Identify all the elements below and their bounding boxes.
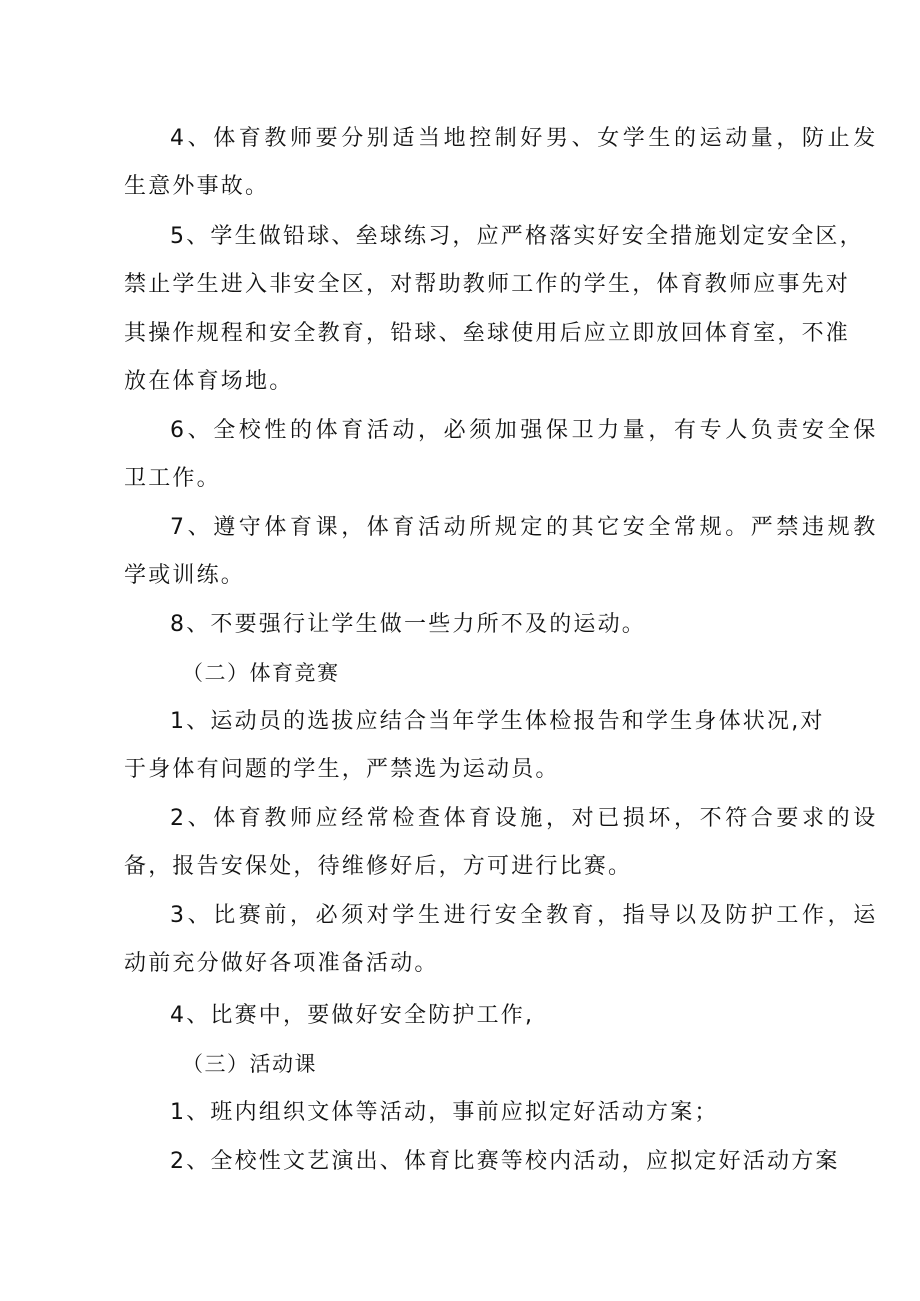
competition-paragraph-2-line-1: 2、体育教师应经常检查体育设施，对已损坏，不符合要求的设 [170,806,879,831]
competition-paragraph-2-line-2: 备，报告安保处，待维修好后，方可进行比赛。 [124,854,633,879]
paragraph-4-line-1: 4、体育教师要分别适当地控制好男、女学生的运动量，防止发 [170,126,879,151]
competition-paragraph-3-line-2: 动前充分做好各项准备活动。 [124,951,439,976]
paragraph-5-line-2: 禁止学生进入非安全区，对帮助教师工作的学生，体育教师应事先对 [124,272,851,297]
paragraph-6-line-1: 6、全校性的体育活动，必须加强保卫力量，有专人负责安全保 [170,418,879,443]
competition-paragraph-1-line-2: 于身体有问题的学生，严禁选为运动员。 [124,757,560,782]
paragraph-6-line-2: 卫工作。 [124,466,221,491]
paragraph-7-line-2: 学或训练。 [124,563,246,588]
activity-paragraph-2-line-1: 2、全校性文艺演出、体育比赛等校内活动，应拟定好活动方案 [170,1149,840,1174]
paragraph-5-line-1: 5、学生做铅球、垒球练习，应严格落实好安全措施划定安全区， [170,224,864,249]
paragraph-5-line-4: 放在体育场地。 [124,369,294,394]
activity-paragraph-1-line-1: 1、班内组织文体等活动，事前应拟定好活动方案； [170,1100,719,1125]
competition-paragraph-3-line-1: 3、比赛前，必须对学生进行安全教育，指导以及防护工作，运 [170,903,879,928]
paragraph-7-line-1: 7、遵守体育课，体育活动所规定的其它安全常规。严禁违规教 [170,515,879,540]
competition-paragraph-4-line-1: 4、比赛中，要做好安全防护工作, [170,1003,535,1028]
paragraph-5-line-3: 其操作规程和安全教育，铅球、垒球使用后应立即放回体育室，不准 [124,321,851,346]
section-heading-competition: （二）体育竞赛 [182,661,340,685]
section-heading-activity-class: （三）活动课 [182,1052,317,1076]
competition-paragraph-1-line-1: 1、运动员的选拔应结合当年学生体检报告和学生身体状况,对 [170,709,825,734]
paragraph-4-line-2: 生意外事故。 [124,174,270,199]
paragraph-8-line-1: 8、不要强行让学生做一些力所不及的运动。 [170,612,646,637]
